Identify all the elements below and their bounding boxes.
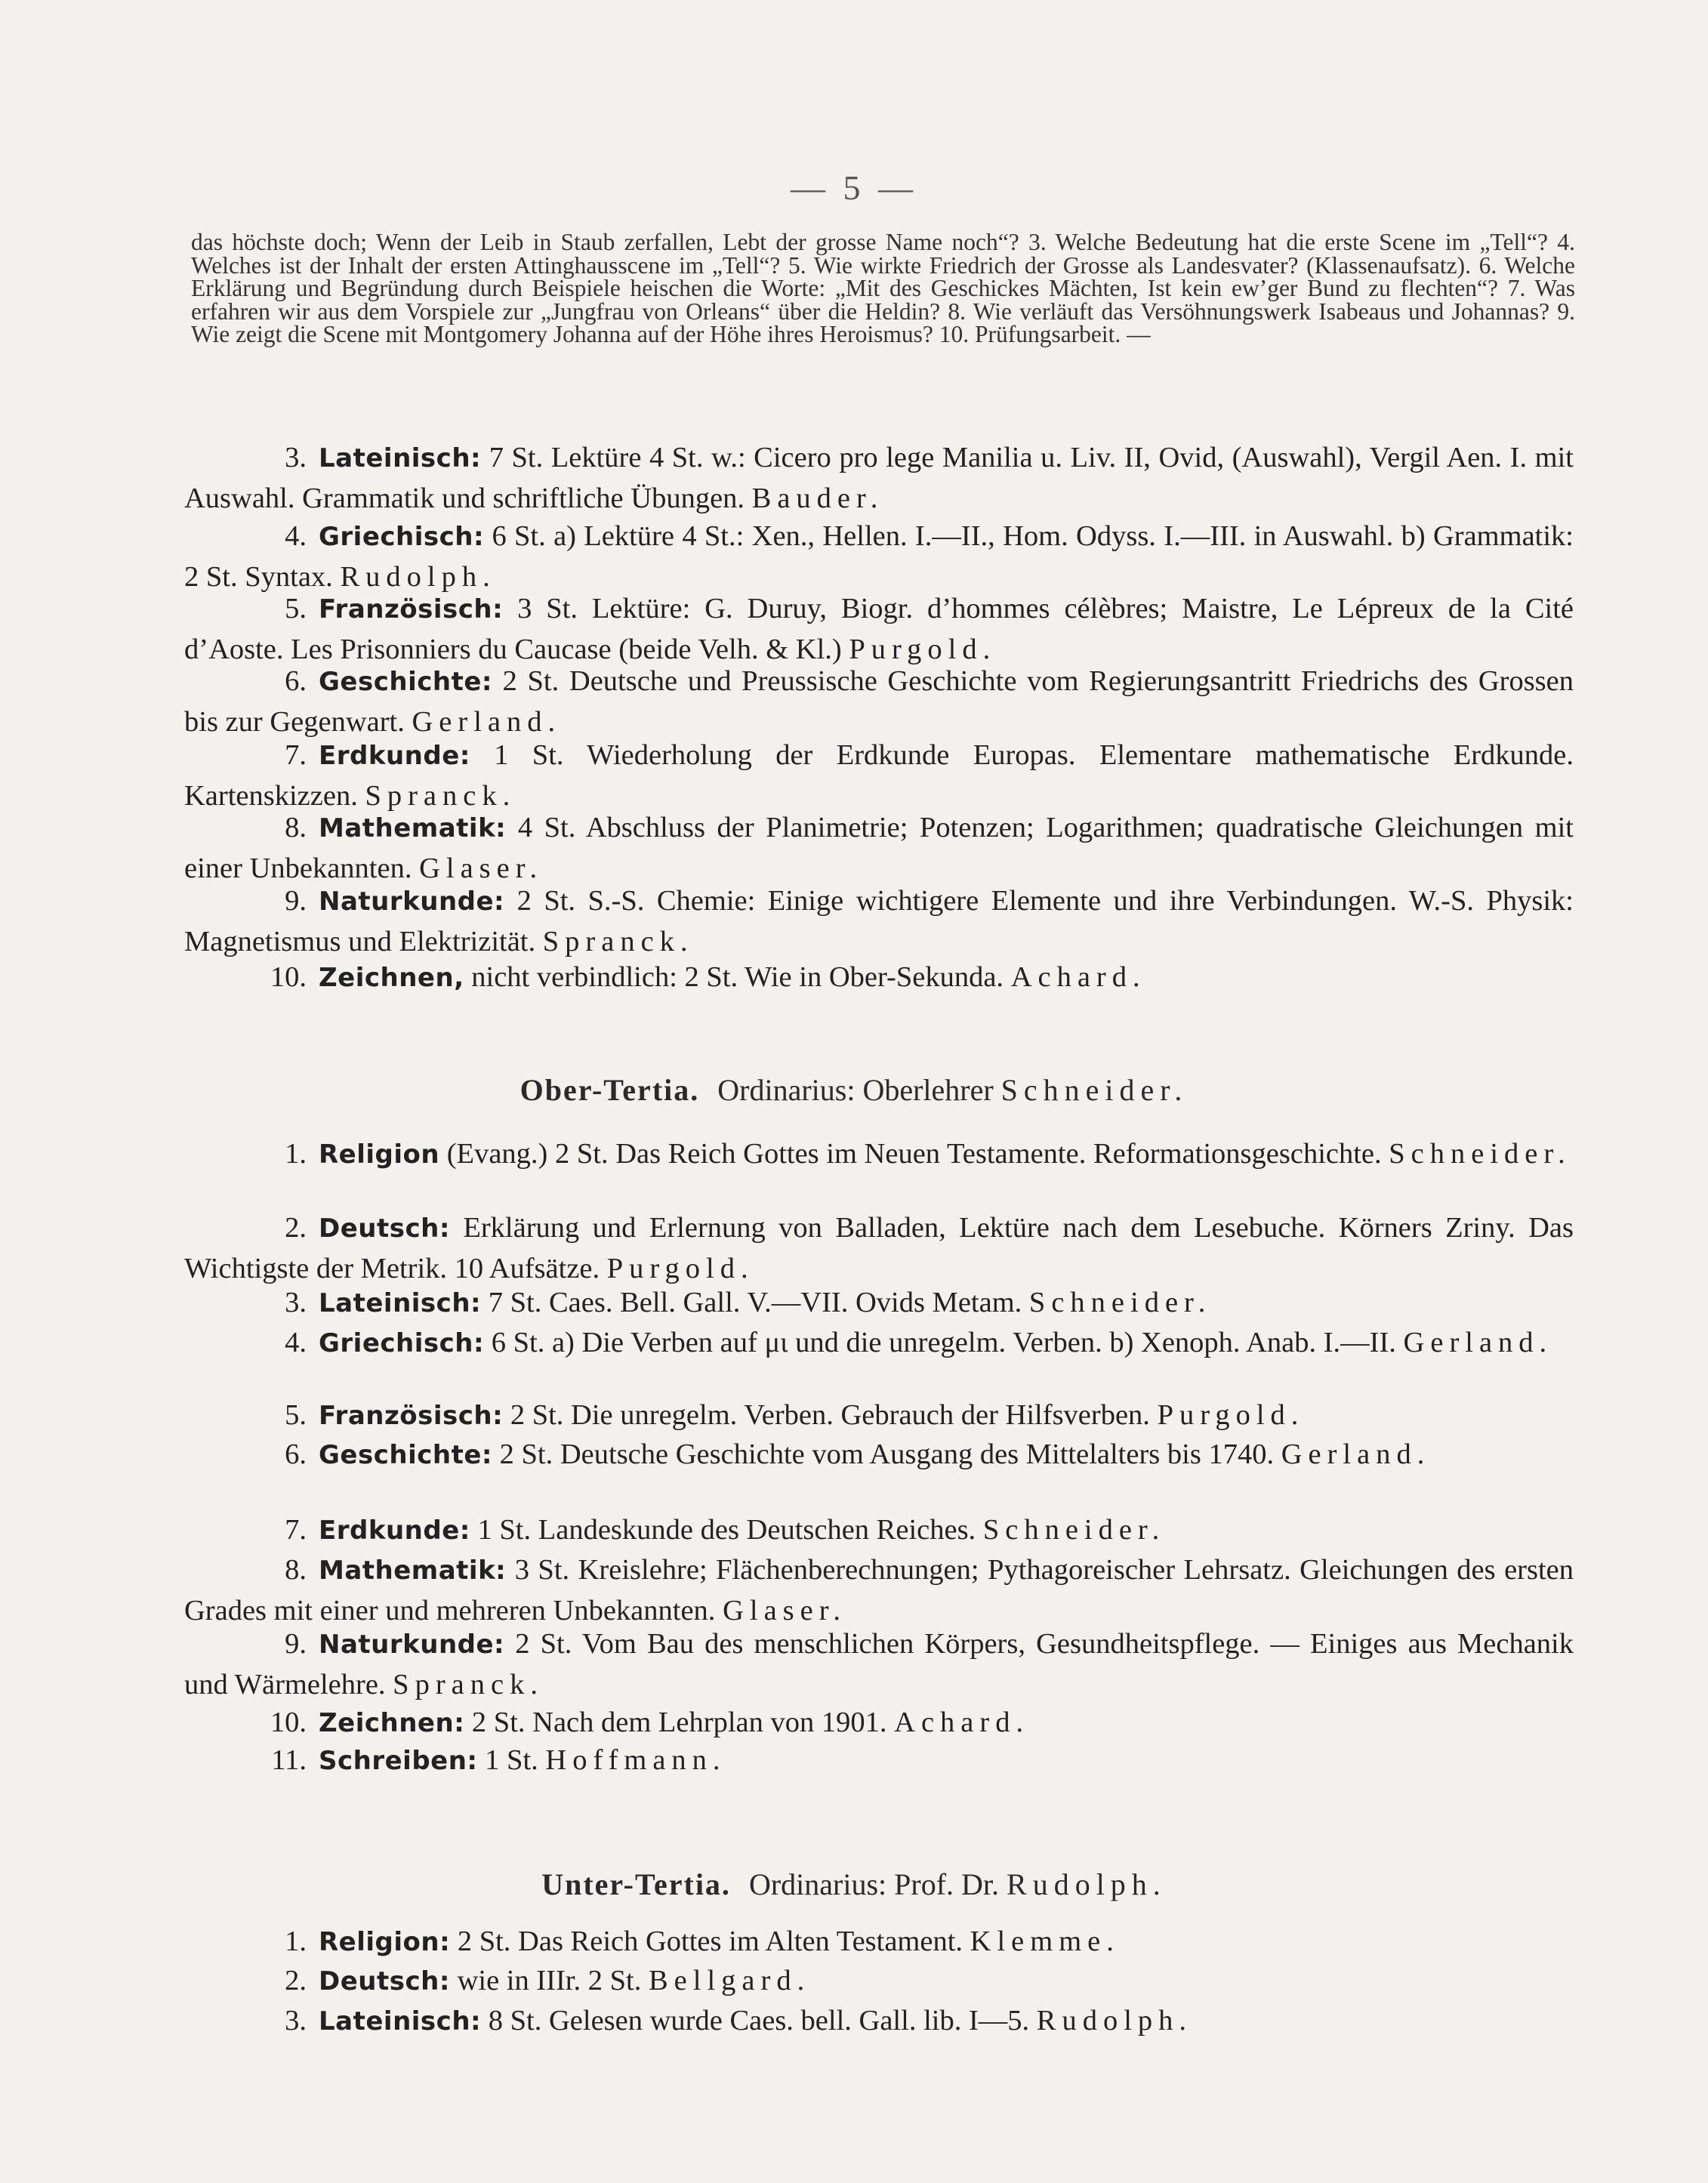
section1-item-3 <box>184 438 1574 519</box>
item-number: 2. <box>285 1212 307 1244</box>
ober-tertia-item-3 <box>184 1283 1574 1324</box>
ober-tertia-item-6 <box>184 1435 1574 1475</box>
teacher-name: Gerland. <box>412 706 562 738</box>
subject-label: Geschichte: <box>319 667 492 697</box>
ober-tertia-item-8 <box>184 1550 1574 1631</box>
item-text: Erklärung und Erlernung von Balladen, Lektüre nach dem Lesebuche. Körners Zriny. Das Wichtigste der Metrik. 10 Aufsätze. <box>184 1212 1574 1284</box>
item-number: 8. <box>285 812 307 843</box>
item-number: 5. <box>285 593 307 624</box>
class-title: Unter-Tertia. <box>541 1867 731 1901</box>
teacher-name: Spranck. <box>365 780 516 812</box>
item-text: 6 St. a) Lektüre 4 St.: Xen., Hellen. I.—II., Hom. Odyss. I.—III. in Auswahl. b) Grammatik: 2 St. Syntax. <box>184 520 1574 593</box>
subject-label: Naturkunde: <box>319 886 505 917</box>
item-number: 1. <box>285 1926 307 1957</box>
subject-label: Französisch: <box>319 594 504 624</box>
teacher-name: Klemme. <box>970 1926 1120 1957</box>
unter-tertia-item-3 <box>184 2001 1574 2042</box>
teacher-name: Schneider. <box>982 1514 1166 1546</box>
teacher-name: Glaser. <box>723 1595 847 1626</box>
ordinarius-label: Ordinarius: Oberlehrer <box>717 1073 994 1107</box>
subject-label: Lateinisch: <box>319 2006 482 2037</box>
subject-label: Schreiben: <box>319 1746 478 1776</box>
teacher-name: Gerland. <box>1281 1438 1431 1470</box>
item-text: 1 St. <box>485 1744 538 1776</box>
subject-label: Deutsch: <box>319 1966 450 1996</box>
item-number: 7. <box>285 1514 307 1546</box>
item-number: 10. <box>270 961 307 993</box>
subject-label: Zeichnen: <box>319 1708 465 1738</box>
subject-label: Lateinisch: <box>319 443 482 473</box>
subject-label: Religion: <box>319 1927 451 1957</box>
item-number: 3. <box>285 442 307 473</box>
ober-tertia-item-4 <box>184 1323 1574 1364</box>
ordinarius-label: Ordinarius: Prof. Dr. <box>748 1867 1000 1901</box>
subject-label: Zeichnen, <box>319 963 464 993</box>
teacher-name: Rudolph. <box>340 561 496 593</box>
ober-tertia-item-10 <box>184 1703 1574 1744</box>
class-title: Ober-Tertia. <box>519 1073 700 1107</box>
item-number: 6. <box>285 1438 307 1470</box>
item-text: 1 St. Landeskunde des Deutschen Reiches. <box>477 1514 976 1546</box>
teacher-name: Schneider. <box>1028 1287 1212 1318</box>
item-text: 8 St. Gelesen wurde Caes. bell. Gall. lib. I—5. <box>488 2005 1030 2037</box>
item-number: 3. <box>285 2005 307 2037</box>
teacher-name: Purgold. <box>606 1253 754 1284</box>
section1-item-9 <box>184 881 1574 962</box>
subject-label: Griechisch: <box>319 1328 485 1358</box>
intro-paragraph: das höchste doch; Wenn der Leib in Staub zerfallen, Lebt der grosse Name noch“? 3. Welche Bedeutung hat die erste Scene im „Tell“? 4. Welches ist der Inhalt der ersten Attinghausscene im „Tell“? 5. Wie wirkte Friedrich der Grosse als Landesvater? (Klassenaufsatz). 6. Welche Erklärung und Begründung durch Beispiele heischen die Worte: „Mit des Geschickes Mächten, Ist kein ew’ger Bund zu flechten“? 7. Was erfahren wir aus dem Vorspiele zur „Jungfrau von Orleans“ über die Heldin? 8. Wie verläuft das Versöhnungswerk Isabeaus und Johannas? 9. Wie zeigt die Scene mit Montgomery Johanna auf der Höhe ihres Heroismus? 10. Prüfungsarbeit. — <box>191 229 1575 347</box>
item-number: 1. <box>285 1138 307 1170</box>
item-number: 9. <box>285 1628 307 1660</box>
item-text: 4 St. Abschluss der Planimetrie; Potenzen; Logarithmen; quadratische Gleichungen mit einer Unbekannten. <box>184 812 1574 884</box>
ober-tertia-item-5 <box>184 1395 1574 1436</box>
item-number: 2. <box>285 1965 307 1996</box>
item-text: 1 St. Wiederholung der Erdkunde Europas. Elementare mathematische Erdkunde. Kartenskizzen. <box>184 739 1574 812</box>
item-text: 2 St. S.-S. Chemie: Einige wichtigere Elemente und ihre Verbindungen. W.-S. Physik: Magnetismus und Elektrizität. <box>184 885 1574 957</box>
unter-tertia-item-2 <box>184 1961 1574 2002</box>
teacher-name: Rudolph. <box>1036 2005 1193 2037</box>
item-number: 4. <box>285 1327 307 1358</box>
item-number: 4. <box>285 520 307 552</box>
item-text: 2 St. Nach dem Lehrplan von 1901. <box>471 1707 887 1738</box>
subject-label: Lateinisch: <box>319 1288 482 1318</box>
section1-item-10 <box>184 957 1574 998</box>
item-text: nicht verbindlich: 2 St. Wie in Ober-Sekunda. <box>471 961 1004 993</box>
item-number: 3. <box>285 1287 307 1318</box>
item-text: 3 St. Lektüre: G. Duruy, Biogr. d’hommes célèbres; Maistre, Le Lépreux de la Cité d’Aoste. Les Prisonniers du Caucase (beide Velh. & Kl.) <box>184 593 1574 665</box>
subject-label: Religion <box>319 1139 440 1170</box>
item-text: 7 St. Lektüre 4 St. w.: Cicero pro lege Manilia u. Liv. II, Ovid, (Auswahl), Vergil Aen. I. mit Auswahl. Grammatik und schriftliche Übungen. <box>184 442 1574 514</box>
item-text: 2 St. Vom Bau des menschlichen Körpers, Gesundheitspflege. — Einiges aus Mechanik und Wärmelehre. <box>184 1628 1574 1700</box>
teacher-name: Achard. <box>894 1707 1030 1738</box>
item-text: 2 St. Deutsche und Preussische Geschichte vom Regierungsantritt Friedrichs des Grossen bis zur Gegenwart. <box>184 665 1574 738</box>
section1-item-4 <box>184 516 1574 597</box>
unter-tertia-heading <box>0 1867 1708 1902</box>
ordinarius-name: Rudolph. <box>1007 1867 1167 1901</box>
page-number: — 5 — <box>791 168 917 207</box>
subject-label: Naturkunde: <box>319 1630 505 1660</box>
subject-label: Deutsch: <box>319 1213 450 1244</box>
ober-tertia-item-7 <box>184 1510 1574 1551</box>
ober-tertia-item-9 <box>184 1624 1574 1705</box>
teacher-name: Purgold. <box>849 634 997 665</box>
ober-tertia-heading <box>0 1072 1708 1108</box>
ober-tertia-item-1 <box>184 1134 1574 1175</box>
teacher-name: Purgold. <box>1157 1399 1305 1431</box>
ober-tertia-item-2 <box>184 1208 1574 1289</box>
teacher-name: Achard. <box>1010 961 1146 993</box>
item-text: (Evang.) 2 St. Das Reich Gottes im Neuen Testamente. Reformationsgeschichte. <box>446 1138 1382 1170</box>
item-text: 7 St. Caes. Bell. Gall. V.—VII. Ovids Metam. <box>488 1287 1022 1318</box>
subject-label: Mathematik: <box>319 813 507 843</box>
section1-item-5 <box>184 589 1574 670</box>
item-number: 11. <box>271 1744 307 1776</box>
teacher-name: Hoffmann. <box>545 1744 726 1776</box>
item-number: 6. <box>285 665 307 697</box>
teacher-name: Spranck. <box>393 1669 544 1700</box>
subject-label: Französisch: <box>319 1401 504 1431</box>
teacher-name: Bellgard. <box>649 1965 811 1996</box>
item-text: 2 St. Das Reich Gottes im Alten Testament. <box>457 1926 963 1957</box>
subject-label: Griechisch: <box>319 522 485 552</box>
teacher-name: Spranck. <box>542 926 694 957</box>
teacher-name: Gerland. <box>1403 1327 1553 1358</box>
subject-label: Erdkunde: <box>319 1515 470 1546</box>
item-number: 8. <box>285 1554 307 1586</box>
item-text: 6 St. a) Die Verben auf μι und die unregelm. Verben. b) Xenoph. Anab. I.—II. <box>491 1327 1396 1358</box>
teacher-name: Bauder. <box>751 483 884 514</box>
item-text: 3 St. Kreislehre; Flächenberechnungen; Pythagoreischer Lehrsatz. Gleichungen des ersten Grades mit einer und mehreren Unbekannten. <box>184 1554 1574 1626</box>
teacher-name: Schneider. <box>1389 1138 1571 1170</box>
item-number: 10. <box>270 1707 307 1738</box>
ober-tertia-item-11 <box>184 1741 1574 1781</box>
item-text: 2 St. Deutsche Geschichte vom Ausgang des Mittelalters bis 1740. <box>499 1438 1275 1470</box>
item-number: 5. <box>285 1399 307 1431</box>
item-text: 2 St. Die unregelm. Verben. Gebrauch der Hilfsverben. <box>510 1399 1150 1431</box>
subject-label: Erdkunde: <box>319 741 470 771</box>
section1-item-7 <box>184 735 1574 816</box>
section1-item-8 <box>184 808 1574 889</box>
item-number: 7. <box>285 739 307 771</box>
item-number: 9. <box>285 885 307 917</box>
section1-item-6 <box>184 661 1574 742</box>
subject-label: Mathematik: <box>319 1556 507 1586</box>
teacher-name: Glaser. <box>419 853 544 884</box>
unter-tertia-item-1 <box>184 1922 1574 1963</box>
subject-label: Geschichte: <box>319 1440 492 1470</box>
ordinarius-name: Schneider. <box>1000 1073 1189 1107</box>
item-text: wie in IIIr. 2 St. <box>457 1965 642 1996</box>
